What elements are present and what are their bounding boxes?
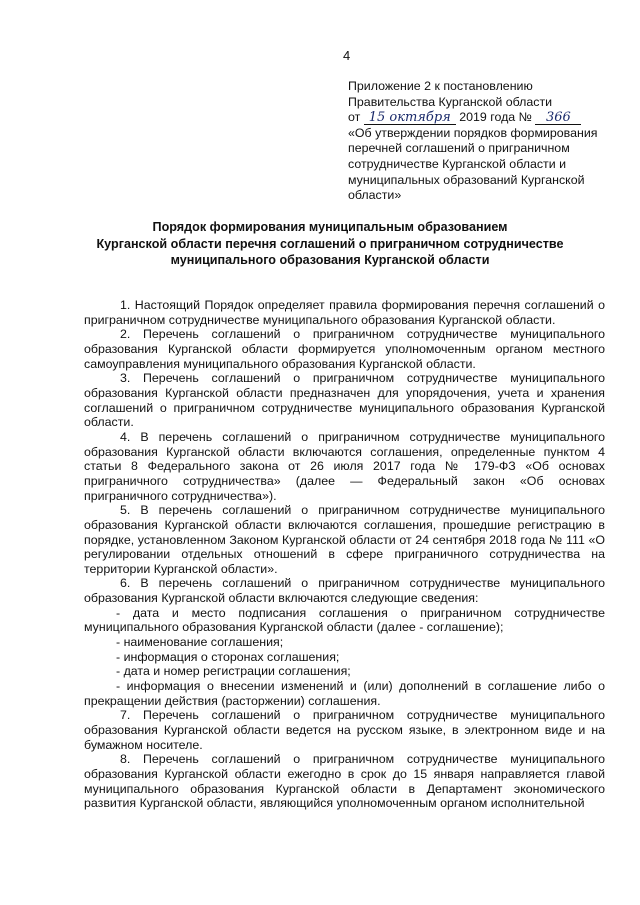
appendix-line-5: перечней соглашений о приграничном bbox=[348, 141, 570, 156]
list-item-3: - информация о сторонах соглашения; bbox=[116, 649, 340, 664]
paragraph-3: 3. Перечень соглашений о приграничном сотрудничестве муниципального образования Курганской области предназначен для упорядочения, учета и хранения соглашений о приграничном сотрудничестве муниципального образования Курганской области. bbox=[84, 371, 605, 430]
paragraph-5: 5. В перечень соглашений о приграничном сотрудничестве муниципального образования Курганской области включаются соглашения, прошедшие регистрацию в порядке, установленном Законом Курганской области от 24 сентября 2018 года № 111 «О регулировании отдельных отношений в сфере приграничного сотрудничества на территории Курганской области». bbox=[84, 503, 605, 576]
appendix-line-8: области» bbox=[348, 188, 402, 203]
list-item-2: - наименование соглашения; bbox=[116, 635, 284, 650]
paragraph-2: 2. Перечень соглашений о приграничном сотрудничестве муниципального образования Курганской области формируется уполномоченным органом местного самоуправления муниципального образования Курганской области. bbox=[84, 327, 605, 371]
list-item-1: - дата и место подписания соглашения о приграничном сотрудничестве муниципального образования Курганской области (далее - соглашение); bbox=[84, 605, 605, 635]
date-prefix: от bbox=[348, 110, 361, 125]
list-item-5: - информация о внесении изменений и (или) дополнений в соглашение либо о прекращении действия (расторжении) соглашения. bbox=[84, 679, 605, 708]
paragraph-4: 4. В перечень соглашений о приграничном сотрудничестве муниципального образования Курганской области включаются соглашения, определенные пунктом 4 статьи 8 Федерального закона от 26 июля 2017 года № 179-ФЗ «Об основах приграничного сотрудничества» (далее — Федеральный закон «Об основах приграничного сотрудничества»). bbox=[84, 429, 605, 503]
title-line-3: муниципального образования Курганской области bbox=[170, 253, 490, 267]
year-text: 2019 года № bbox=[459, 110, 532, 125]
paragraph-6: 6. В перечень соглашений о приграничном сотрудничестве муниципального образования Курганской области включаются следующие сведения: bbox=[84, 576, 605, 606]
appendix-line-7: муниципальных образований Курганской bbox=[348, 172, 585, 187]
handwritten-number: 366 bbox=[535, 111, 581, 125]
appendix-line-1: Приложение 2 к постановлению bbox=[348, 79, 533, 93]
appendix-line-4: «Об утверждении порядков формирования bbox=[348, 125, 598, 140]
paragraph-7: 7. Перечень соглашений о приграничном сотрудничестве муниципального образования Курганской области ведется на русском языке, в электронном виде и на бумажном носителе. bbox=[84, 708, 605, 752]
paragraph-8: 8. Перечень соглашений о приграничном сотрудничестве муниципального образования Курганской области ежегодно в срок до 15 января направляется главой муниципального образования Курганской области в Департамент экономического развития Курганской области, являющийся уполномоченным органом исполнительной bbox=[84, 752, 605, 811]
appendix-line-6: сотрудничестве Курганской области и bbox=[348, 156, 567, 171]
handwritten-date: 15 октября bbox=[364, 111, 456, 125]
page-number: 4 bbox=[343, 48, 351, 63]
document-title bbox=[60, 219, 600, 269]
paragraph-1: 1. Настоящий Порядок определяет правила формирования перечня соглашений о приграничном сотрудничестве муниципального образования Курганской области. bbox=[84, 298, 605, 327]
appendix-date-line bbox=[348, 110, 618, 126]
title-line-2: Курганской области перечня соглашений о приграничном сотрудничестве bbox=[96, 236, 564, 251]
title-line-1: Порядок формирования муниципальным образованием bbox=[152, 220, 508, 234]
appendix-header bbox=[348, 79, 618, 204]
list-item-4: - дата и номер регистрации соглашения; bbox=[116, 664, 351, 679]
document-body bbox=[84, 298, 605, 811]
appendix-line-2: Правительства Курганской области bbox=[348, 94, 553, 109]
